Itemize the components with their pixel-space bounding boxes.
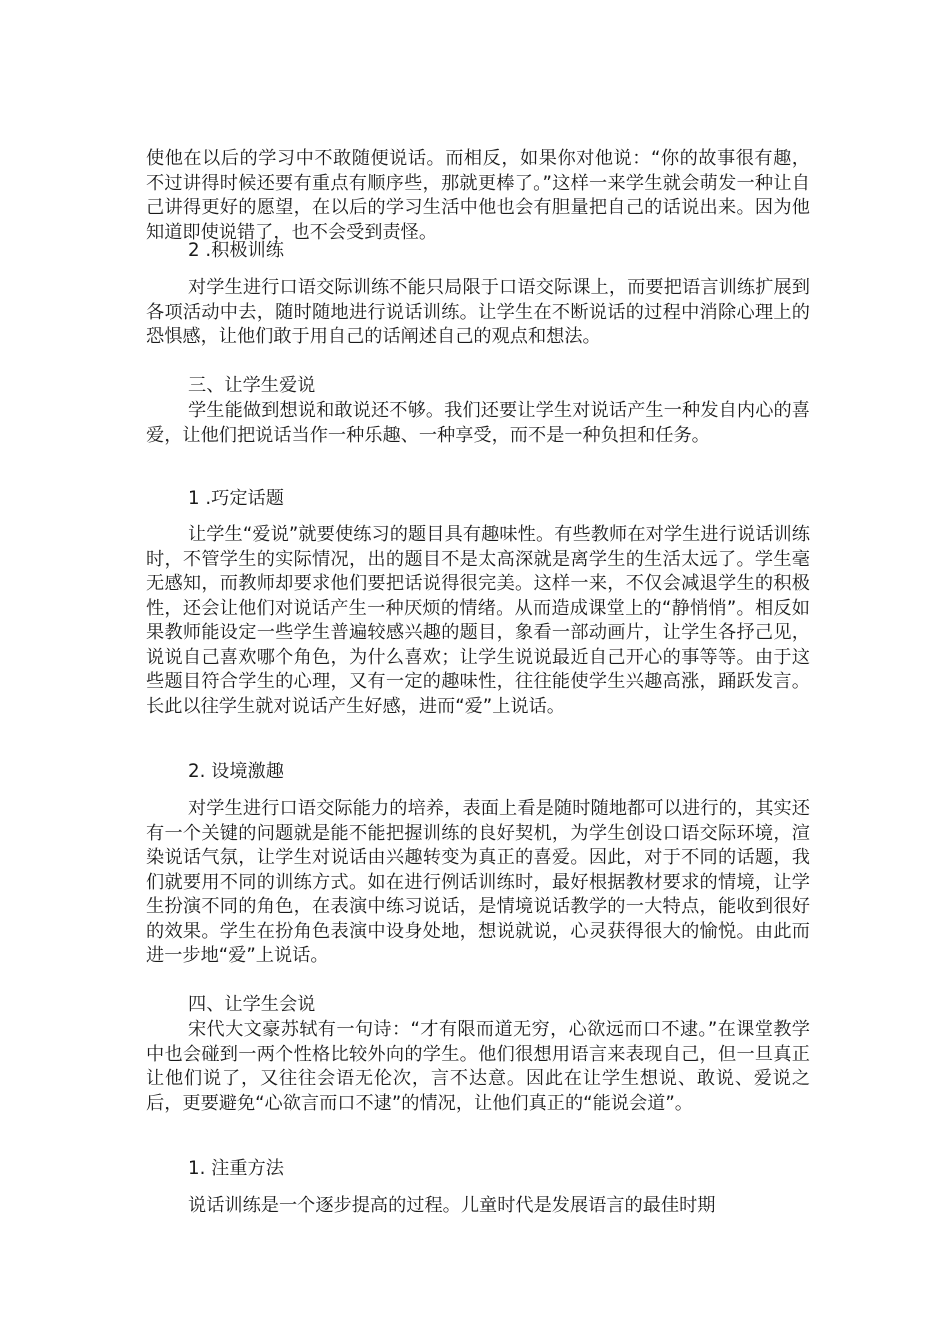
paragraph-love-speaking: 学生能做到想说和敢说还不够。我们还要让学生对说话产生一种发自内心的喜爱，让他们把说话当作一种乐趣、一种享受，而不是一种负担和任务。 — [146, 400, 810, 446]
subheading-topic-selection: 1 .巧定话题 — [188, 488, 284, 509]
paragraph-topic-selection: 让学生“爱说”就要使练习的题目具有趣味性。有些教师在对学生进行说话训练时，不管学生的实际情况，出的题目不是太高深就是离学生的生活太远了。学生毫无感知，而教师却要求他们要把话说得很完美。这样一来，不仅会减退学生的积极性，还会让他们对说话产生一种厌烦的情绪。从而造成课堂上的“静悄悄”。相反如果教师能设定一些学生普遍较感兴趣的题目，象看一部动画片，让学生各抒己见，说说自己喜欢哪个角色，为什么喜欢；让学生说说最近自己开心的事等等。由于这些题目符合学生的心理，又有一定的趣味性，往往能使学生兴趣高涨，踊跃发言。长此以往学生就对说话产生好感，进而“爱”上说话。 — [146, 524, 810, 717]
paragraph-setting-scene: 对学生进行口语交际能力的培养，表面上看是随时随地都可以进行的，其实还有一个关键的问题就是能不能把握训练的良好契机，为学生创设口语交际环境，渲染说话气氛，让学生对说话由兴趣转变为真正的喜爱。因此，对于不同的话题，我们就要用不同的训练方式。如在进行例话训练时，最好根据教材要求的情境，让学生扮演不同的角色，在表演中练习说话，是情境说话教学的一大特点，能收到很好的效果。学生在扮角色表演中设身处地，想说就说，心灵获得很大的愉悦。由此而进一步地“爱”上说话。 — [146, 798, 810, 966]
section-heading-love-speaking: 三、让学生爱说 — [188, 375, 316, 396]
paragraph-can-speak: 宋代大文豪苏轼有一句诗：“才有限而道无穷，心欲远而口不逮。”在课堂教学中也会碰到一两个性格比较外向的学生。他们很想用语言来表现自己，但一旦真正让他们说了，又往往会语无伦次，言不达意。因此在让学生想说、敢说、爱说之后，更要避免“心欲言而口不逮”的情况，让他们真正的“能说会道”。 — [146, 1019, 810, 1114]
section-heading-can-speak: 四、让学生会说 — [188, 994, 316, 1015]
subheading-active-training: 2 .积极训练 — [188, 240, 284, 261]
paragraph-continuation: 使他在以后的学习中不敢随便说话。而相反，如果你对他说：“你的故事很有趣，不过讲得时候还要有重点有顺序些，那就更棒了。”这样一来学生就会萌发一种让自己讲得更好的愿望，在以后的学习生活中他也会有胆量把自己的话说出来。因为他知道即使说错了，也不会受到责怪。 — [146, 148, 810, 243]
subheading-setting-scene: 2. 设境激趣 — [188, 761, 284, 782]
paragraph-method: 说话训练是一个逐步提高的过程。儿童时代是发展语言的最佳时期 — [188, 1195, 716, 1216]
paragraph-active-training: 对学生进行口语交际训练不能只局限于口语交际课上，而要把语言训练扩展到各项活动中去，随时随地进行说话训练。让学生在不断说话的过程中消除心理上的恐惧感，让他们敢于用自己的话阐述自己的观点和想法。 — [146, 277, 810, 347]
subheading-method: 1. 注重方法 — [188, 1158, 284, 1179]
